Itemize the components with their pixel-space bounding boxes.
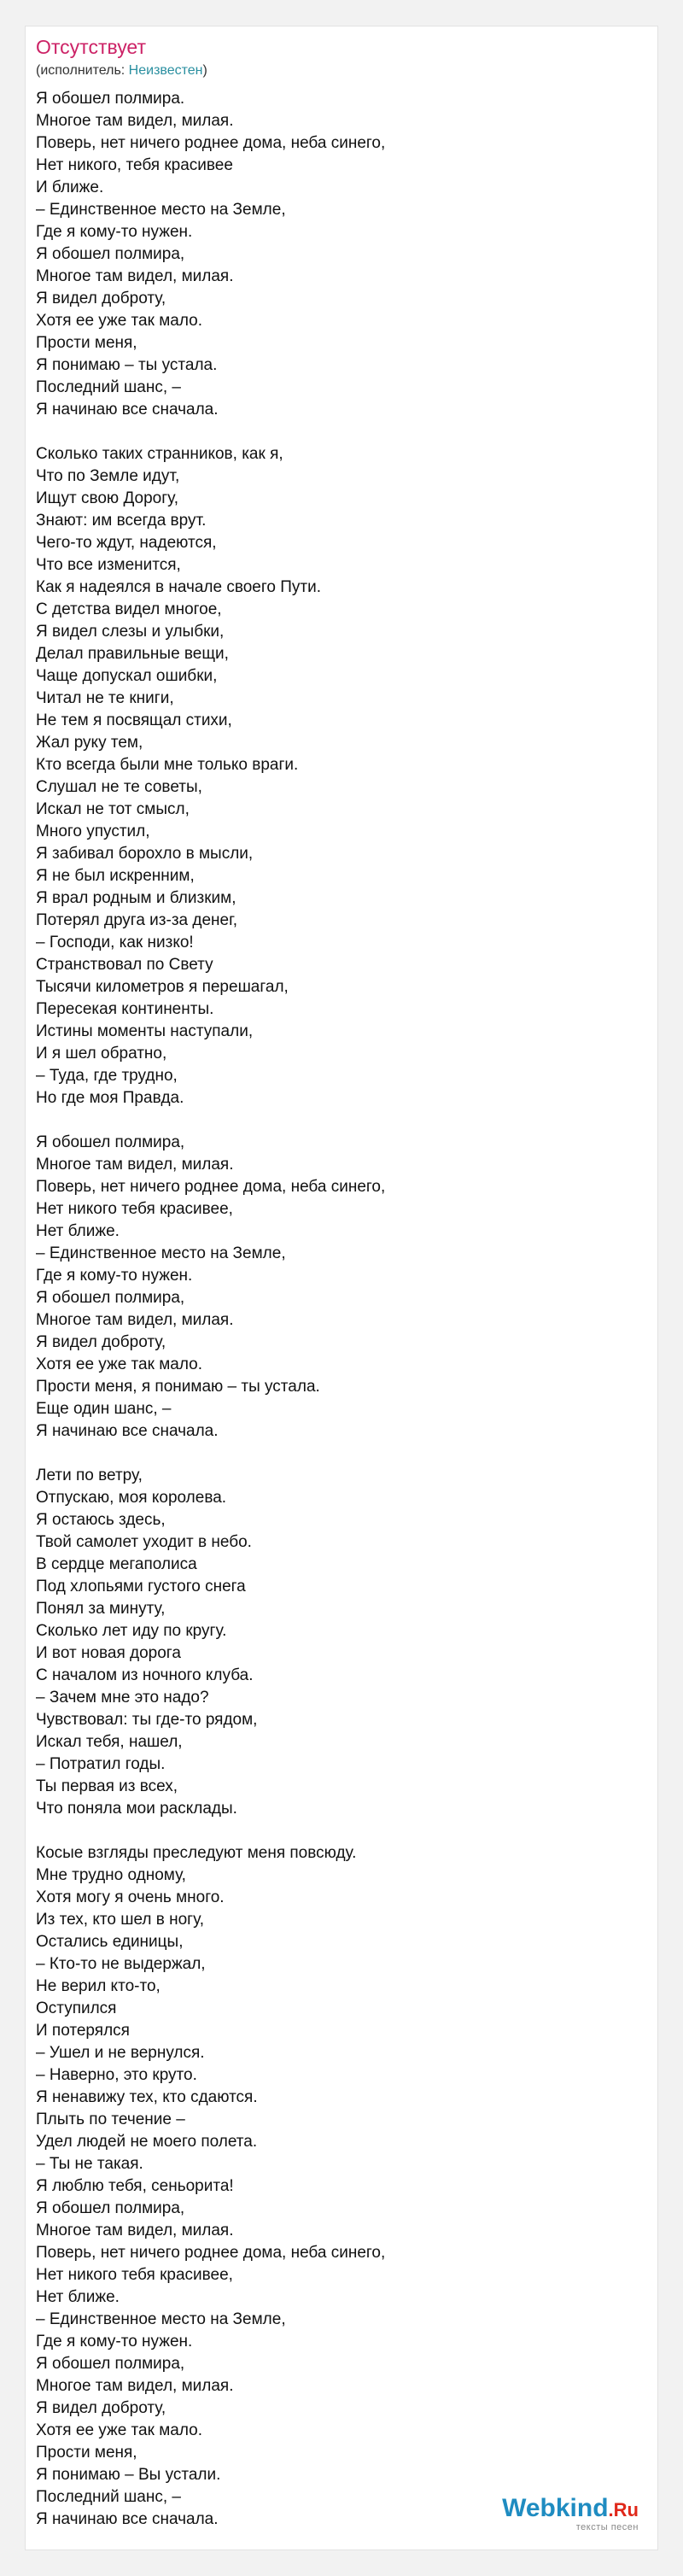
lyric-line: Прости меня, bbox=[36, 2444, 137, 2462]
lyric-line: Чаще допускал ошибки, bbox=[36, 667, 218, 685]
lyric-line: Странствовал по Свету bbox=[36, 956, 213, 974]
lyric-line: Истины моменты наступали, bbox=[36, 1022, 254, 1040]
lyric-line: Я врал родным и близким, bbox=[36, 889, 236, 907]
lyric-line: Понял за минуту, bbox=[36, 1600, 166, 1618]
lyric-line: Где я кому-то нужен. bbox=[36, 223, 193, 241]
lyric-line: Поверь, нет ничего роднее дома, неба синего, bbox=[36, 2244, 386, 2262]
lyric-line: Много упустил, bbox=[36, 823, 150, 840]
artist-line bbox=[36, 62, 207, 79]
lyric-line: – Потратил годы. bbox=[36, 1755, 166, 1773]
artist-suffix: ) bbox=[202, 63, 207, 78]
lyric-line: В сердце мегаполиса bbox=[36, 1555, 197, 1573]
lyric-line: – Туда, где трудно, bbox=[36, 1067, 178, 1085]
lyric-line bbox=[36, 1109, 633, 1132]
lyric-line: И потерялся bbox=[36, 2022, 130, 2040]
lyric-line bbox=[36, 1443, 633, 1465]
lyric-line: Я начинаю все сначала. bbox=[36, 1422, 219, 1440]
lyric-line: Твой самолет уходит в небо. bbox=[36, 1533, 252, 1551]
song-title: Отсутствует bbox=[36, 36, 146, 58]
lyric-line: Прости меня, я понимаю – ты устала. bbox=[36, 1378, 320, 1396]
lyric-line: Чувствовал: ты где-то рядом, bbox=[36, 1711, 258, 1729]
lyric-line: Я ненавижу тех, кто сдаются. bbox=[36, 2088, 258, 2106]
lyric-line: Я забивал борохло в мысли, bbox=[36, 845, 254, 863]
lyric-line: Не тем я посвящал стихи, bbox=[36, 711, 232, 729]
lyric-line: Нет никого, тебя красивее bbox=[36, 156, 233, 174]
lyric-line: Я не был искренним, bbox=[36, 867, 195, 885]
lyric-line: С началом из ночного клуба. bbox=[36, 1666, 254, 1684]
lyric-line: Жал руку тем, bbox=[36, 734, 143, 752]
lyric-line: Нет никого тебя красивее, bbox=[36, 1200, 233, 1218]
lyric-line: – Ушел и не вернулся. bbox=[36, 2044, 205, 2062]
lyric-line: Я понимаю – Вы устали. bbox=[36, 2466, 221, 2484]
lyric-line: – Ты не такая. bbox=[36, 2155, 143, 2173]
lyric-line: – Единственное место на Земле, bbox=[36, 1244, 286, 1262]
lyric-line: Я люблю тебя, сеньорита! bbox=[36, 2177, 234, 2195]
lyric-line: Плыть по течение – bbox=[36, 2111, 185, 2128]
lyric-line: Читал не те книги, bbox=[36, 689, 174, 707]
lyric-line: Не верил кто-то, bbox=[36, 1977, 161, 1995]
lyric-line: Хотя ее уже так мало. bbox=[36, 2421, 202, 2439]
lyric-line: Что поняла мои расклады. bbox=[36, 1800, 237, 1818]
lyric-line: И я шел обратно, bbox=[36, 1045, 167, 1063]
lyric-line: Я видел доброту, bbox=[36, 290, 166, 307]
lyric-line: Многое там видел, милая. bbox=[36, 2377, 234, 2395]
lyric-line: – Единственное место на Земле, bbox=[36, 201, 286, 219]
lyric-line: – Наверно, это круто. bbox=[36, 2066, 197, 2084]
lyric-line: Поверь, нет ничего роднее дома, неба синего, bbox=[36, 134, 386, 152]
lyric-line: – Зачем мне это надо? bbox=[36, 1689, 209, 1707]
lyric-line: Я обошел полмира. bbox=[36, 90, 185, 108]
lyric-line: Многое там видел, милая. bbox=[36, 267, 234, 285]
lyric-line: Искал не тот смысл, bbox=[36, 800, 190, 818]
lyric-line: С детства видел многое, bbox=[36, 600, 222, 618]
lyric-line: Еще один шанс, – bbox=[36, 1400, 172, 1418]
lyric-line: И ближе. bbox=[36, 179, 104, 196]
logo-tagline: тексты песен bbox=[575, 2522, 639, 2532]
lyric-line: Я начинаю все сначала. bbox=[36, 401, 219, 419]
lyric-line: Отпускаю, моя королева. bbox=[36, 1489, 227, 1507]
lyrics-page bbox=[25, 26, 658, 2550]
lyric-line: Косые взгляды преследуют меня повсюду. bbox=[36, 1844, 357, 1862]
lyric-line: Многое там видел, милая. bbox=[36, 2222, 234, 2239]
lyric-line: Многое там видел, милая. bbox=[36, 1156, 234, 1174]
lyric-line: Поверь, нет ничего роднее дома, неба синего, bbox=[36, 1178, 386, 1196]
lyric-line: Хотя ее уже так мало. bbox=[36, 312, 202, 330]
lyric-line: – Кто-то не выдержал, bbox=[36, 1955, 206, 1973]
lyric-line: Остались единицы, bbox=[36, 1933, 184, 1951]
lyric-line: Мне трудно одному, bbox=[36, 1866, 186, 1884]
lyric-line: Я понимаю – ты устала. bbox=[36, 356, 218, 374]
lyric-line: Чего-то ждут, надеются, bbox=[36, 534, 217, 552]
artist-prefix: (исполнитель: bbox=[36, 63, 129, 78]
site-logo[interactable] bbox=[502, 2495, 639, 2532]
lyric-line: Искал тебя, нашел, bbox=[36, 1733, 183, 1751]
lyric-line: Оступился bbox=[36, 1999, 117, 2017]
lyric-line: Последний шанс, – bbox=[36, 378, 181, 396]
lyric-line: Я начинаю все сначала. bbox=[36, 2510, 219, 2528]
lyric-line: Хотя могу я очень много. bbox=[36, 1888, 225, 1906]
lyric-line: Что по Земле идут, bbox=[36, 467, 180, 485]
lyric-line: Я видел доброту, bbox=[36, 1333, 166, 1351]
lyric-line: Из тех, кто шел в ногу, bbox=[36, 1911, 204, 1929]
lyric-line: Кто всегда были мне только враги. bbox=[36, 756, 299, 774]
lyric-line: Многое там видел, милая. bbox=[36, 1311, 234, 1329]
lyric-line: Я остаюсь здесь, bbox=[36, 1511, 166, 1529]
lyric-line: – Господи, как низко! bbox=[36, 934, 194, 951]
lyric-line: Сколько таких странников, как я, bbox=[36, 445, 283, 463]
lyric-line: Я видел доброту, bbox=[36, 2399, 166, 2417]
lyric-line: Под хлопьями густого снега bbox=[36, 1578, 246, 1595]
lyric-line: И вот новая дорога bbox=[36, 1644, 181, 1662]
lyric-line: Последний шанс, – bbox=[36, 2488, 181, 2506]
lyric-line: Многое там видел, милая. bbox=[36, 112, 234, 130]
lyric-line: Хотя ее уже так мало. bbox=[36, 1355, 202, 1373]
lyric-line: – Единственное место на Земле, bbox=[36, 2310, 286, 2328]
lyric-line: Удел людей не моего полета. bbox=[36, 2133, 258, 2151]
artist-link[interactable]: Неизвестен bbox=[128, 63, 203, 78]
lyric-line: Я обошел полмира, bbox=[36, 2355, 185, 2373]
lyric-line: Тысячи километров я перешагал, bbox=[36, 978, 289, 996]
lyric-line: Прости меня, bbox=[36, 334, 137, 352]
lyric-line bbox=[36, 1820, 633, 1842]
lyric-line: Делал правильные вещи, bbox=[36, 645, 229, 663]
lyric-line: Слушал не те советы, bbox=[36, 778, 202, 796]
lyric-line: Ты первая из всех, bbox=[36, 1777, 178, 1795]
lyrics-body bbox=[36, 88, 633, 2531]
lyric-line: Нет ближе. bbox=[36, 1222, 120, 1240]
lyric-line: Я обошел полмира, bbox=[36, 245, 185, 263]
lyric-line: Потерял друга из-за денег, bbox=[36, 911, 237, 929]
logo-tld: .Ru bbox=[608, 2499, 639, 2520]
lyric-line bbox=[36, 421, 633, 443]
lyric-line: Я видел слезы и улыбки, bbox=[36, 623, 225, 641]
lyric-line: Сколько лет иду по кругу. bbox=[36, 1622, 227, 1640]
lyric-line: Ищут свою Дорогу, bbox=[36, 489, 179, 507]
lyric-line: Как я надеялся в начале своего Пути. bbox=[36, 578, 321, 596]
lyric-line: Лети по ветру, bbox=[36, 1467, 143, 1484]
lyric-line: Где я кому-то нужен. bbox=[36, 1267, 193, 1285]
lyric-line: Я обошел полмира, bbox=[36, 2199, 185, 2217]
lyric-line: Нет никого тебя красивее, bbox=[36, 2266, 233, 2284]
lyric-line: Нет ближе. bbox=[36, 2288, 120, 2306]
lyric-line: Пересекая континенты. bbox=[36, 1000, 214, 1018]
lyric-line: Но где моя Правда. bbox=[36, 1089, 184, 1107]
lyric-line: Я обошел полмира, bbox=[36, 1289, 185, 1307]
lyric-line: Я обошел полмира, bbox=[36, 1133, 185, 1151]
lyric-line: Где я кому-то нужен. bbox=[36, 2333, 193, 2351]
lyric-line: Знают: им всегда врут. bbox=[36, 512, 207, 530]
logo-name: Webkind bbox=[502, 2494, 609, 2522]
lyric-line: Что все изменится, bbox=[36, 556, 181, 574]
